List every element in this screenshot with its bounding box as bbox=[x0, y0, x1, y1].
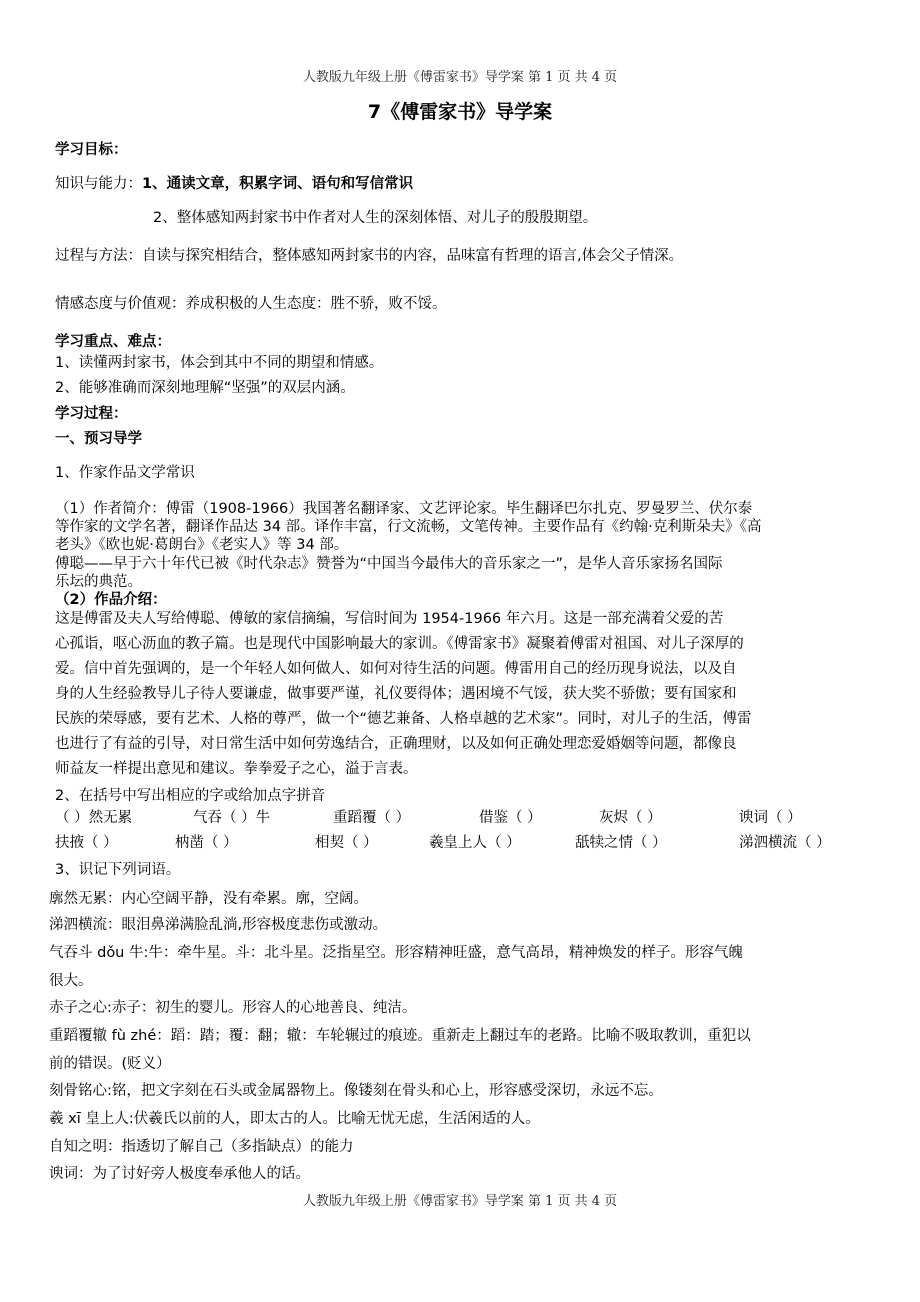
blank-item[interactable]: 舐犊之情（ ） bbox=[575, 835, 667, 851]
vocab-line: 廓然无累：内心空阔平静，没有牵累。廓，空阔。 bbox=[49, 891, 368, 907]
author-line: （1）作者简介：傅雷（1908-1966）我国著名翻译家、文艺评论家。毕生翻译巴尔扎克、罗曼罗兰、伏尔泰 bbox=[55, 501, 753, 517]
author-line: 傅聪——早于六十年代已被《时代杂志》赞誉为“中国当今最伟大的音乐家之一”，是华人音乐家扬名国际 bbox=[55, 556, 723, 572]
work-line: 爱。信中首先强调的，是一个年轻人如何做人、如何对待生活的问题。傅雷用自己的经历现身说法，以及自 bbox=[55, 661, 737, 677]
author-line: 乐坛的典范。 bbox=[55, 574, 142, 590]
vocab-line: 自知之明：指透切了解自己（多指缺点）的能力 bbox=[49, 1139, 354, 1155]
keypoint-item-1: 1、读懂两封家书，体会到其中不同的期望和情感。 bbox=[55, 355, 384, 371]
vocab-line: 涕泗横流：眼泪鼻涕满脸乱淌,形容极度悲伤或激动。 bbox=[49, 917, 388, 933]
work-line: 师益友一样提出意见和建议。拳拳爱子之心，溢于言表。 bbox=[55, 761, 418, 777]
author-line: 等作家的文学名著，翻译作品达 34 部。译作丰富，行文流畅，文笔传神。主要作品有《约翰·克利斯朵夫》《高 bbox=[55, 519, 762, 535]
author-line: 老头》《欧也妮·葛朗台》《老实人》等 34 部。 bbox=[55, 537, 349, 553]
knowledge-item-1: 1、通读文章，积累字词、语句和写信常识 bbox=[142, 176, 414, 192]
process-method-line: 过程与方法：自读与探究相结合，整体感知两封家书的内容，品味富有哲理的语言,体会父子情深。 bbox=[55, 248, 684, 264]
knowledge-label: 知识与能力： bbox=[55, 176, 142, 192]
subsection-author-heading: 1、作家作品文学常识 bbox=[55, 465, 195, 481]
blank-item[interactable]: 谀词（ ） bbox=[739, 810, 802, 826]
vocab-line: 刻骨铭心:铭，把文字刻在石头或金属器物上。像镂刻在骨头和心上，形容感受深切，永远不忘。 bbox=[49, 1083, 663, 1099]
subsection-vocab-heading: 3、识记下列词语。 bbox=[55, 862, 181, 878]
work-intro-heading: （2）作品介绍： bbox=[55, 592, 167, 608]
document-title: 7《傅雷家书》导学案 bbox=[367, 101, 553, 123]
work-line: 民族的荣辱感，要有艺术、人格的尊严，做一个“德艺兼备、人格卓越的艺术家”。同时，对儿子的生活，傅雷 bbox=[55, 711, 752, 727]
work-line: 心孤诣，呕心沥血的教子篇。也是现代中国影响最大的家训。《傅雷家书》凝聚着傅雷对祖国、对儿子深厚的 bbox=[55, 636, 744, 652]
keypoint-item-2: 2、能够准确而深刻地理解“坚强”的双层内涵。 bbox=[55, 380, 355, 396]
page-footer: 人教版九年级上册《傅雷家书》导学案 第 1 页 共 4 页 bbox=[302, 1194, 618, 1209]
blank-item[interactable]: 枘凿（ ） bbox=[175, 835, 238, 851]
blank-item[interactable]: 扶掖（ ） bbox=[55, 835, 118, 851]
blank-item[interactable]: 羲皇上人（ ） bbox=[429, 835, 521, 851]
vocab-line: 羲 xī 皇上人:伏羲氏以前的人，即太古的人。比喻无忧无虑，生活闲适的人。 bbox=[49, 1111, 540, 1127]
blank-item[interactable]: 重蹈覆（ ） bbox=[333, 810, 411, 826]
blank-item[interactable]: （ ）然无累 bbox=[55, 810, 133, 826]
blank-item[interactable]: 涕泗横流（ ） bbox=[739, 835, 831, 851]
vocab-line: 重蹈覆辙 fù zhé：蹈：踏；覆：翻；辙：车轮辗过的痕迹。重新走上翻过车的老路。比喻不吸取教训，重犯以 bbox=[49, 1028, 751, 1044]
knowledge-item-2: 2、整体感知两封家书中作者对人生的深刻体悟、对儿子的殷殷期望。 bbox=[153, 210, 598, 226]
work-line: 这是傅雷及夫人写给傅聪、傅敏的家信摘编，写信时间为 1954-1966 年六月。这是一部充满着父爱的苦 bbox=[55, 611, 724, 627]
vocab-line: 赤子之心:赤子：初生的婴儿。形容人的心地善良、纯洁。 bbox=[49, 1000, 417, 1016]
vocab-line: 很大。 bbox=[49, 973, 93, 989]
vocab-line: 前的错误。(贬义） bbox=[49, 1056, 171, 1072]
vocab-line: 谀词：为了讨好旁人极度奉承他人的话。 bbox=[49, 1166, 310, 1182]
objectives-heading: 学习目标： bbox=[55, 142, 128, 158]
emotion-line: 情感态度与价值观：养成积极的人生态度：胜不骄，败不馁。 bbox=[55, 296, 447, 312]
work-line: 也进行了有益的引导，对日常生活中如何劳逸结合，正确理财，以及如何正确处理恋爱婚姻等问题，都像良 bbox=[55, 736, 737, 752]
subsection-blanks-heading: 2、在括号中写出相应的字或给加点字拼音 bbox=[55, 788, 326, 804]
blank-item[interactable]: 灰烬（ ） bbox=[599, 810, 662, 826]
blank-item[interactable]: 借鉴（ ） bbox=[479, 810, 542, 826]
section-preview-heading: 一、预习导学 bbox=[55, 431, 142, 447]
knowledge-line-1 bbox=[55, 174, 413, 194]
blank-item[interactable]: 气吞（ ）牛 bbox=[193, 810, 271, 826]
process-heading: 学习过程： bbox=[55, 406, 128, 422]
vocab-line: 气吞斗 dǒu 牛:牛：牵牛星。斗：北斗星。泛指星空。形容精神旺盛，意气高昂，精神焕发的样子。形容气魄 bbox=[49, 945, 743, 961]
blank-item[interactable]: 相契（ ） bbox=[315, 835, 378, 851]
keypoints-heading: 学习重点、难点： bbox=[55, 334, 171, 350]
work-line: 身的人生经验教导儿子待人要谦虚，做事要严谨，礼仪要得体；遇困境不气馁，获大奖不骄傲；要有国家和 bbox=[55, 686, 737, 702]
page-header: 人教版九年级上册《傅雷家书》导学案 第 1 页 共 4 页 bbox=[302, 70, 618, 85]
